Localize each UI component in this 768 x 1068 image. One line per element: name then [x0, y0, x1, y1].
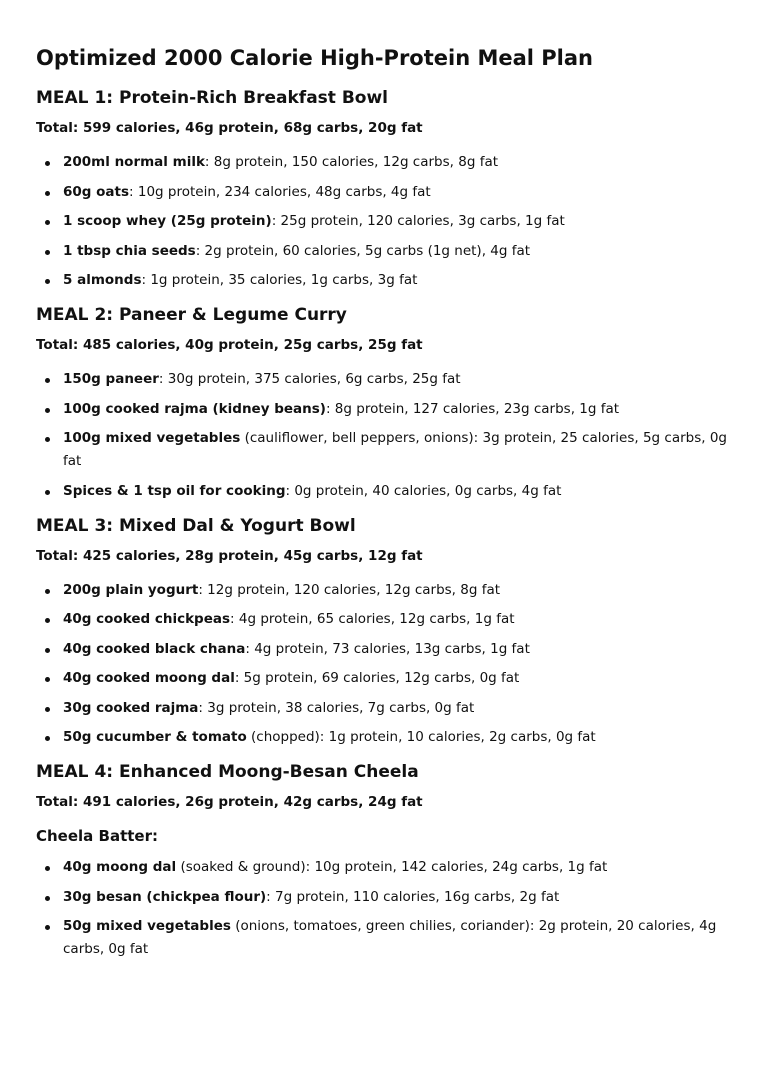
- ingredient-name: 1 tbsp chia seeds: [63, 242, 196, 259]
- list-item: [36, 480, 732, 503]
- bullet-icon: [45, 707, 50, 712]
- meal-heading: MEAL 2: Paneer & Legume Curry: [36, 305, 347, 325]
- ingredient-name: 60g oats: [63, 183, 130, 200]
- ingredient-name: 40g cooked chickpeas: [63, 611, 231, 627]
- list-item: [36, 181, 732, 204]
- meal-section-1: [36, 86, 732, 292]
- list-item: [36, 856, 732, 879]
- ingredient-detail: (cauliflower, bell peppers, onions): 3g protein, 25 calories, 5g carbs, 0g fat: [63, 430, 727, 469]
- ingredient-name: 50g cucumber & tomato: [63, 729, 247, 745]
- meal-total: Total: 599 calories, 46g protein, 68g carbs, 20g fat: [36, 120, 423, 136]
- meal-heading: MEAL 3: Mixed Dal & Yogurt Bowl: [36, 515, 356, 536]
- ingredient-name: 1 scoop whey (25g protein): [63, 213, 272, 229]
- ingredient-detail: : 5g protein, 69 calories, 12g carbs, 0g fat: [234, 670, 520, 686]
- list-item: [36, 886, 732, 909]
- meal-section-2: [36, 303, 732, 503]
- meal-heading: MEAL 1: Protein-Rich Breakfast Bowl: [36, 88, 389, 108]
- ingredient-name: 150g paneer: [63, 371, 159, 387]
- ingredient-detail: : 0g protein, 40 calories, 0g carbs, 4g fat: [285, 482, 562, 499]
- ingredient-detail: : 8g protein, 150 calories, 12g carbs, 8g fat: [204, 154, 499, 170]
- list-item: [36, 608, 732, 631]
- bullet-icon: [45, 736, 50, 741]
- ingredient-name: 100g cooked rajma (kidney beans): [63, 400, 326, 417]
- ingredient-detail: : 12g protein, 120 calories, 12g carbs, 8g fat: [198, 581, 501, 598]
- list-item: [36, 638, 732, 661]
- bullet-icon: [45, 896, 50, 901]
- ingredient-detail: (soaked & ground): 10g protein, 142 calories, 24g carbs, 1g fat: [176, 859, 608, 875]
- ingredient-detail: : 1g protein, 35 calories, 1g carbs, 3g fat: [141, 272, 418, 288]
- meal-total: Total: 485 calories, 40g protein, 25g carbs, 25g fat: [36, 337, 423, 353]
- list-item: [36, 240, 732, 263]
- ingredient-detail: : 3g protein, 38 calories, 7g carbs, 0g fat: [198, 699, 475, 716]
- document-page: [0, 44, 768, 961]
- batter-subheading: Cheela Batter:: [36, 827, 158, 845]
- ingredient-list: [36, 151, 732, 292]
- ingredient-detail: : 30g protein, 375 calories, 6g carbs, 25g fat: [158, 371, 461, 387]
- list-item: [36, 368, 732, 391]
- meal-heading: MEAL 4: Enhanced Moong-Besan Cheela: [36, 762, 419, 782]
- ingredient-detail: : 2g protein, 60 calories, 5g carbs (1g net), 4g fat: [195, 242, 531, 259]
- list-item: [36, 667, 732, 690]
- list-item: [36, 579, 732, 602]
- ingredient-detail: (onions, tomatoes, green chilies, coriander): 2g protein, 20 calories, 4g carbs, 0g fat: [63, 918, 717, 957]
- list-item: [36, 269, 732, 292]
- meal-total: Total: 491 calories, 26g protein, 42g carbs, 24g fat: [36, 794, 423, 810]
- ingredient-detail: : 7g protein, 110 calories, 16g carbs, 2g fat: [266, 888, 560, 905]
- ingredient-detail: : 4g protein, 65 calories, 12g carbs, 1g fat: [230, 611, 515, 627]
- bullet-icon: [45, 279, 50, 284]
- ingredient-name: 40g cooked moong dal: [63, 670, 235, 686]
- bullet-icon: [45, 408, 50, 413]
- list-item: [36, 726, 732, 749]
- ingredient-list: [36, 368, 732, 503]
- ingredient-list: [36, 579, 732, 750]
- bullet-icon: [45, 437, 50, 442]
- bullet-icon: [45, 378, 50, 383]
- ingredient-detail: : 4g protein, 73 calories, 13g carbs, 1g fat: [245, 640, 530, 657]
- ingredient-name: 5 almonds: [63, 272, 142, 288]
- bullet-icon: [45, 250, 50, 255]
- list-item: [36, 151, 732, 174]
- ingredient-name: 40g cooked black chana: [63, 640, 246, 657]
- ingredient-detail: (chopped): 1g protein, 10 calories, 2g carbs, 0g fat: [246, 729, 596, 745]
- meal-section-3: [36, 514, 732, 750]
- meal-total: Total: 425 calories, 28g protein, 45g carbs, 12g fat: [36, 547, 423, 564]
- list-item: [36, 210, 732, 233]
- ingredient-detail: : 25g protein, 120 calories, 3g carbs, 1g fat: [271, 213, 565, 229]
- bullet-icon: [45, 648, 50, 653]
- list-item: [36, 915, 732, 961]
- ingredient-name: 200g plain yogurt: [63, 581, 199, 598]
- bullet-icon: [45, 925, 50, 930]
- ingredient-name: Spices & 1 tsp oil for cooking: [63, 482, 286, 499]
- ingredient-name: 30g besan (chickpea flour): [63, 888, 267, 905]
- bullet-icon: [45, 220, 50, 225]
- ingredient-list: [36, 856, 732, 961]
- list-item: [36, 398, 732, 421]
- bullet-icon: [45, 490, 50, 495]
- ingredient-name: 100g mixed vegetables: [63, 430, 241, 446]
- ingredient-name: 200ml normal milk: [63, 154, 205, 170]
- ingredient-detail: : 8g protein, 127 calories, 23g carbs, 1g fat: [325, 400, 620, 417]
- bullet-icon: [45, 677, 50, 682]
- list-item: [36, 697, 732, 720]
- ingredient-name: 50g mixed vegetables: [63, 918, 231, 934]
- ingredient-name: 40g moong dal: [63, 859, 177, 875]
- bullet-icon: [45, 618, 50, 623]
- ingredient-name: 30g cooked rajma: [63, 699, 199, 716]
- ingredient-detail: : 10g protein, 234 calories, 48g carbs, 4g fat: [129, 183, 431, 200]
- list-item: [36, 427, 732, 473]
- meal-section-4: [36, 760, 732, 961]
- bullet-icon: [45, 161, 50, 166]
- bullet-icon: [45, 866, 50, 871]
- page-title: Optimized 2000 Calorie High-Protein Meal Plan: [36, 46, 594, 70]
- bullet-icon: [45, 589, 50, 594]
- bullet-icon: [45, 191, 50, 196]
